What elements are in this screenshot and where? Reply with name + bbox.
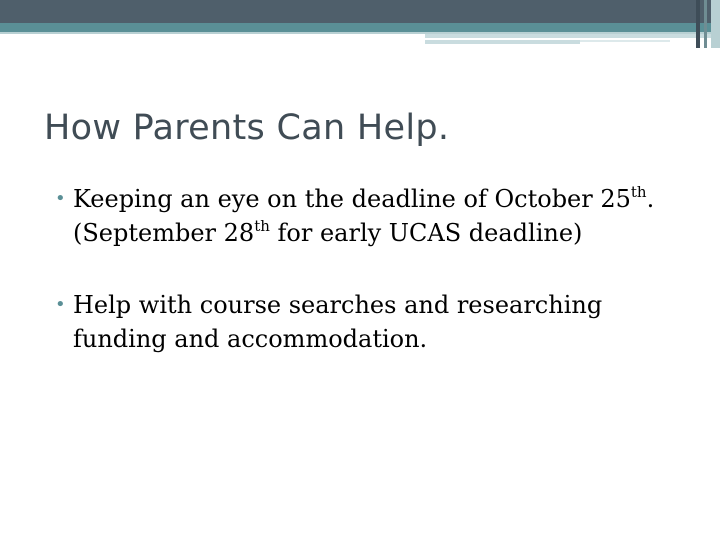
bullet-line xyxy=(73,182,694,216)
bullet-list xyxy=(54,182,694,356)
bullet-text: . xyxy=(646,185,655,213)
slide-title: How Parents Can Help. xyxy=(44,108,450,148)
bullet-line: Help with course searches and researching xyxy=(73,291,603,319)
ordinal-suffix: th xyxy=(630,183,647,201)
corner-stripe xyxy=(711,0,720,48)
corner-stripe xyxy=(704,0,707,48)
bullet-text: Keeping an eye on the deadline of October 25 xyxy=(73,185,631,213)
bullet-text: for early UCAS deadline) xyxy=(269,219,583,247)
bullet-item xyxy=(54,288,694,356)
ordinal-suffix: th xyxy=(254,217,270,235)
header-stripe xyxy=(425,34,720,38)
bullet-marker: • xyxy=(55,188,66,209)
header-corner-stripes xyxy=(690,0,720,48)
header-stripe xyxy=(580,40,670,42)
bullet-item xyxy=(54,182,694,250)
bullet-marker: • xyxy=(55,294,66,315)
header-decoration xyxy=(0,0,720,48)
bullet-text: (September 28 xyxy=(73,219,255,247)
corner-stripe xyxy=(696,0,700,48)
bullet-line: funding and accommodation. xyxy=(73,325,428,353)
bullet-line xyxy=(73,216,694,250)
header-stripe xyxy=(425,40,580,44)
header-bar-dark xyxy=(0,0,720,23)
header-bar-teal xyxy=(0,23,720,32)
